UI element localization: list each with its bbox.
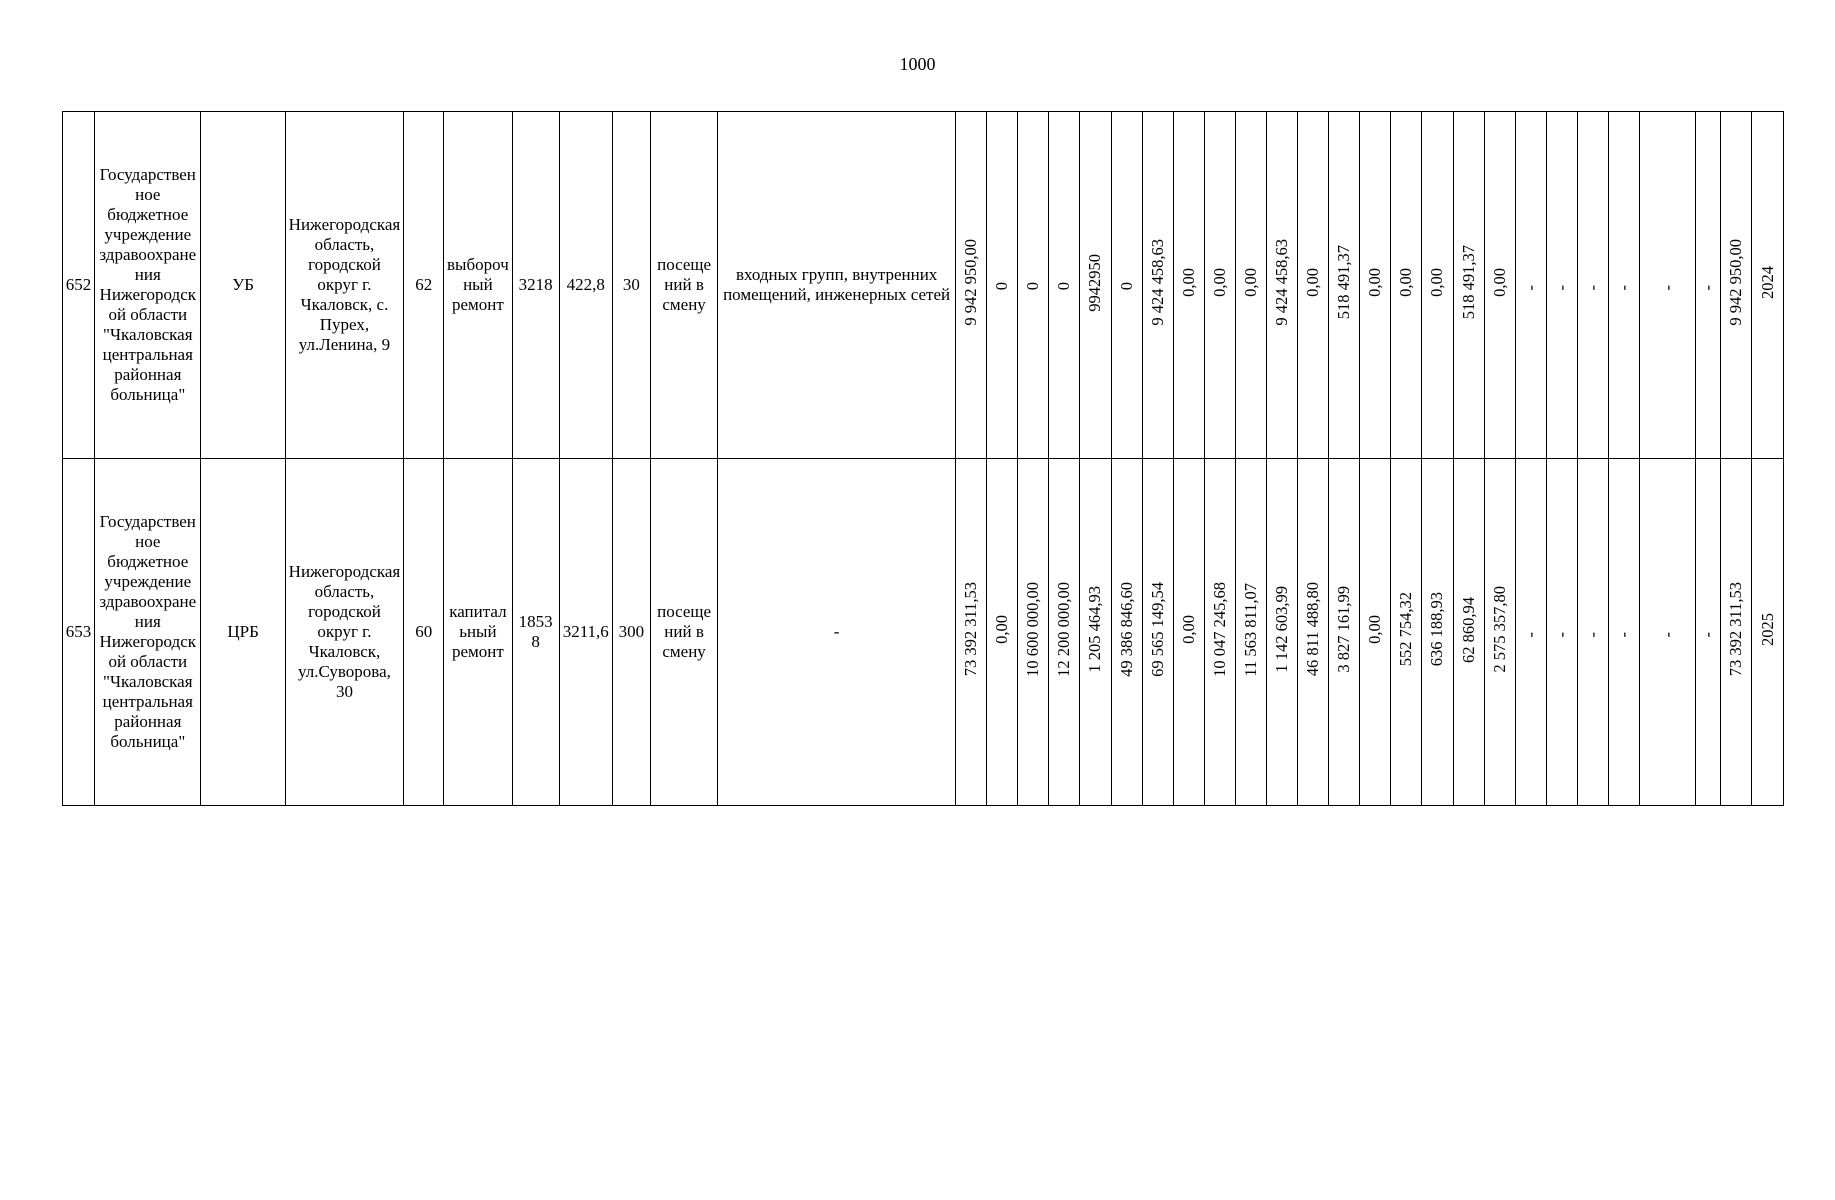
facility-type-text: УБ: [232, 275, 255, 294]
institution-name-text: Государственное бюджетное учреждение здравоохранения Нижегородской области "Чкаловская центральная районная больница": [99, 512, 197, 751]
value-text: -: [1551, 284, 1571, 290]
area-text: 422,8: [566, 275, 605, 294]
value-text: -: [1614, 284, 1634, 290]
value-text: 12 200 000,00: [1054, 582, 1074, 677]
value-cell: [1111, 112, 1142, 459]
value-cell: [1515, 459, 1546, 806]
value-cell: [1235, 112, 1266, 459]
value-text: 636 188,93: [1427, 592, 1447, 667]
capacity-text: 30: [622, 275, 640, 294]
value-text: 0,00: [1178, 615, 1198, 644]
institution-name: [95, 112, 201, 459]
value-text: 0,00: [1303, 268, 1323, 297]
value-cell: [1080, 112, 1111, 459]
works-description: [718, 459, 956, 806]
value-text: 518 491,37: [1334, 245, 1354, 320]
facility-address: [285, 459, 403, 806]
value-cell: [1173, 112, 1204, 459]
value-text: -: [1657, 631, 1677, 637]
capacity-text: 300: [618, 622, 645, 641]
value-text: 0: [992, 281, 1012, 290]
value-cell: [1018, 112, 1049, 459]
area: [559, 459, 612, 806]
value-text: 9 424 458,63: [1272, 239, 1292, 326]
value-text: 2025: [1757, 613, 1777, 646]
capacity-unit: [650, 112, 717, 459]
value-cell: [1391, 459, 1422, 806]
page-number: 1000: [899, 54, 936, 74]
value-text: 0,00: [1240, 268, 1260, 297]
value-text: 0,00: [1489, 268, 1509, 297]
row-number-text: 653: [65, 622, 92, 641]
value-text: 9942950: [1085, 253, 1105, 312]
facility-type: [201, 112, 285, 459]
value-text: -: [1614, 631, 1634, 637]
year-built-text: 18538: [518, 612, 553, 651]
value-text: -: [1582, 284, 1602, 290]
value-cell: [1640, 112, 1696, 459]
value-cell: [1484, 459, 1515, 806]
value-cell: [1609, 112, 1640, 459]
year-built-text: 3218: [518, 275, 553, 294]
value-cell: [1640, 459, 1696, 806]
value-cell: [1696, 459, 1721, 806]
capacity-unit-text: посещений в смену: [657, 602, 712, 661]
value-cell: [1142, 459, 1173, 806]
value-text: 0,00: [1365, 615, 1385, 644]
works-description-text: входных групп, внутренних помещений, инженерных сетей: [723, 265, 951, 304]
wear-percent-text: 62: [415, 275, 433, 294]
value-text: 518 491,37: [1458, 245, 1478, 320]
value-text: 0: [1054, 281, 1074, 290]
value-cell: [956, 459, 987, 806]
value-cell: [1752, 112, 1784, 459]
value-cell: [1235, 459, 1266, 806]
value-cell: [1721, 459, 1752, 806]
value-text: 0,00: [992, 615, 1012, 644]
value-cell: [1298, 112, 1329, 459]
value-text: 0,00: [1365, 268, 1385, 297]
value-text: 0: [1116, 281, 1136, 290]
value-text: -: [1520, 284, 1540, 290]
value-text: 73 392 311,53: [1726, 582, 1746, 677]
value-text: 62 860,94: [1458, 596, 1478, 663]
row-number: [63, 459, 95, 806]
value-cell: [1018, 459, 1049, 806]
value-text: 0,00: [1178, 268, 1198, 297]
value-cell: [1204, 112, 1235, 459]
capacity-unit: [650, 459, 717, 806]
value-text: 2024: [1757, 266, 1777, 299]
value-text: 73 392 311,53: [961, 582, 981, 677]
value-cell: [1546, 112, 1577, 459]
value-text: -: [1698, 631, 1718, 637]
area-text: 3211,6: [562, 622, 609, 641]
value-text: 2 575 357,80: [1489, 586, 1509, 673]
value-cell: [1173, 459, 1204, 806]
value-cell: [1696, 112, 1721, 459]
value-cell: [1721, 112, 1752, 459]
value-cell: [1453, 459, 1484, 806]
value-cell: [1546, 459, 1577, 806]
value-cell: [1360, 459, 1391, 806]
repair-kind-text: капитальный ремонт: [449, 602, 507, 661]
value-cell: [1577, 459, 1608, 806]
area: [559, 112, 612, 459]
institution-name: [95, 459, 201, 806]
value-cell: [1577, 112, 1608, 459]
repair-kind-text: выборочный ремонт: [447, 255, 509, 314]
table-row: [63, 112, 1784, 459]
capacity: [612, 459, 650, 806]
value-cell: [1142, 112, 1173, 459]
value-cell: [1080, 459, 1111, 806]
table-row: [63, 459, 1784, 806]
value-cell: [1204, 459, 1235, 806]
value-cell: [1609, 459, 1640, 806]
value-text: 9 942 950,00: [1726, 239, 1746, 326]
year-built: [512, 459, 559, 806]
facility-address: [285, 112, 403, 459]
repair-kind: [444, 112, 512, 459]
value-cell: [1360, 112, 1391, 459]
value-text: 69 565 149,54: [1147, 582, 1167, 677]
works-description-text: -: [833, 622, 840, 641]
row-number-text: 652: [65, 275, 92, 294]
value-text: 0,00: [1427, 268, 1447, 297]
repair-kind: [444, 459, 512, 806]
capacity-unit-text: посещений в смену: [657, 255, 712, 314]
row-number: [63, 112, 95, 459]
value-text: 1 142 603,99: [1272, 586, 1292, 673]
works-description: [718, 112, 956, 459]
value-text: -: [1582, 631, 1602, 637]
value-text: -: [1551, 631, 1571, 637]
value-cell: [1329, 459, 1360, 806]
value-text: 10 047 245,68: [1209, 582, 1229, 677]
value-cell: [1298, 459, 1329, 806]
facility-address-text: Нижегородская область, городской округ г. Чкаловск, ул.Суворова, 30: [288, 562, 401, 701]
capacity: [612, 112, 650, 459]
value-cell: [987, 112, 1018, 459]
institution-name-text: Государственное бюджетное учреждение здравоохранения Нижегородской области "Чкаловская центральная районная больница": [99, 165, 197, 404]
value-text: 1 205 464,93: [1085, 586, 1105, 673]
value-text: 3 827 161,99: [1334, 586, 1354, 673]
value-text: 0: [1023, 281, 1043, 290]
value-text: -: [1698, 284, 1718, 290]
value-cell: [1329, 112, 1360, 459]
year-built: [512, 112, 559, 459]
value-text: -: [1657, 284, 1677, 290]
value-cell: [1049, 459, 1080, 806]
facility-type: [201, 459, 285, 806]
facility-type-text: ЦРБ: [227, 622, 259, 641]
value-text: 11 563 811,07: [1240, 582, 1260, 677]
value-cell: [1391, 112, 1422, 459]
value-cell: [1752, 459, 1784, 806]
value-cell: [1049, 112, 1080, 459]
value-text: 46 811 488,80: [1303, 582, 1323, 677]
wear-percent: [404, 112, 444, 459]
value-cell: [1266, 459, 1297, 806]
value-text: -: [1520, 631, 1540, 637]
value-text: 10 600 000,00: [1023, 582, 1043, 677]
wear-percent: [404, 459, 444, 806]
value-text: 9 942 950,00: [961, 239, 981, 326]
value-cell: [1266, 112, 1297, 459]
register-table: [62, 111, 1784, 806]
value-text: 0,00: [1209, 268, 1229, 297]
value-cell: [956, 112, 987, 459]
value-cell: [1484, 112, 1515, 459]
wear-percent-text: 60: [415, 622, 433, 641]
value-text: 0,00: [1396, 268, 1416, 297]
value-cell: [1422, 459, 1453, 806]
value-cell: [1453, 112, 1484, 459]
value-cell: [1515, 112, 1546, 459]
value-cell: [1422, 112, 1453, 459]
value-cell: [1111, 459, 1142, 806]
value-text: 49 386 846,60: [1116, 582, 1136, 677]
value-text: 9 424 458,63: [1147, 239, 1167, 326]
facility-address-text: Нижегородская область, городской округ г. Чкаловск, с. Пурех, ул.Ленина, 9: [288, 215, 401, 354]
value-text: 552 754,32: [1396, 592, 1416, 667]
value-cell: [987, 459, 1018, 806]
